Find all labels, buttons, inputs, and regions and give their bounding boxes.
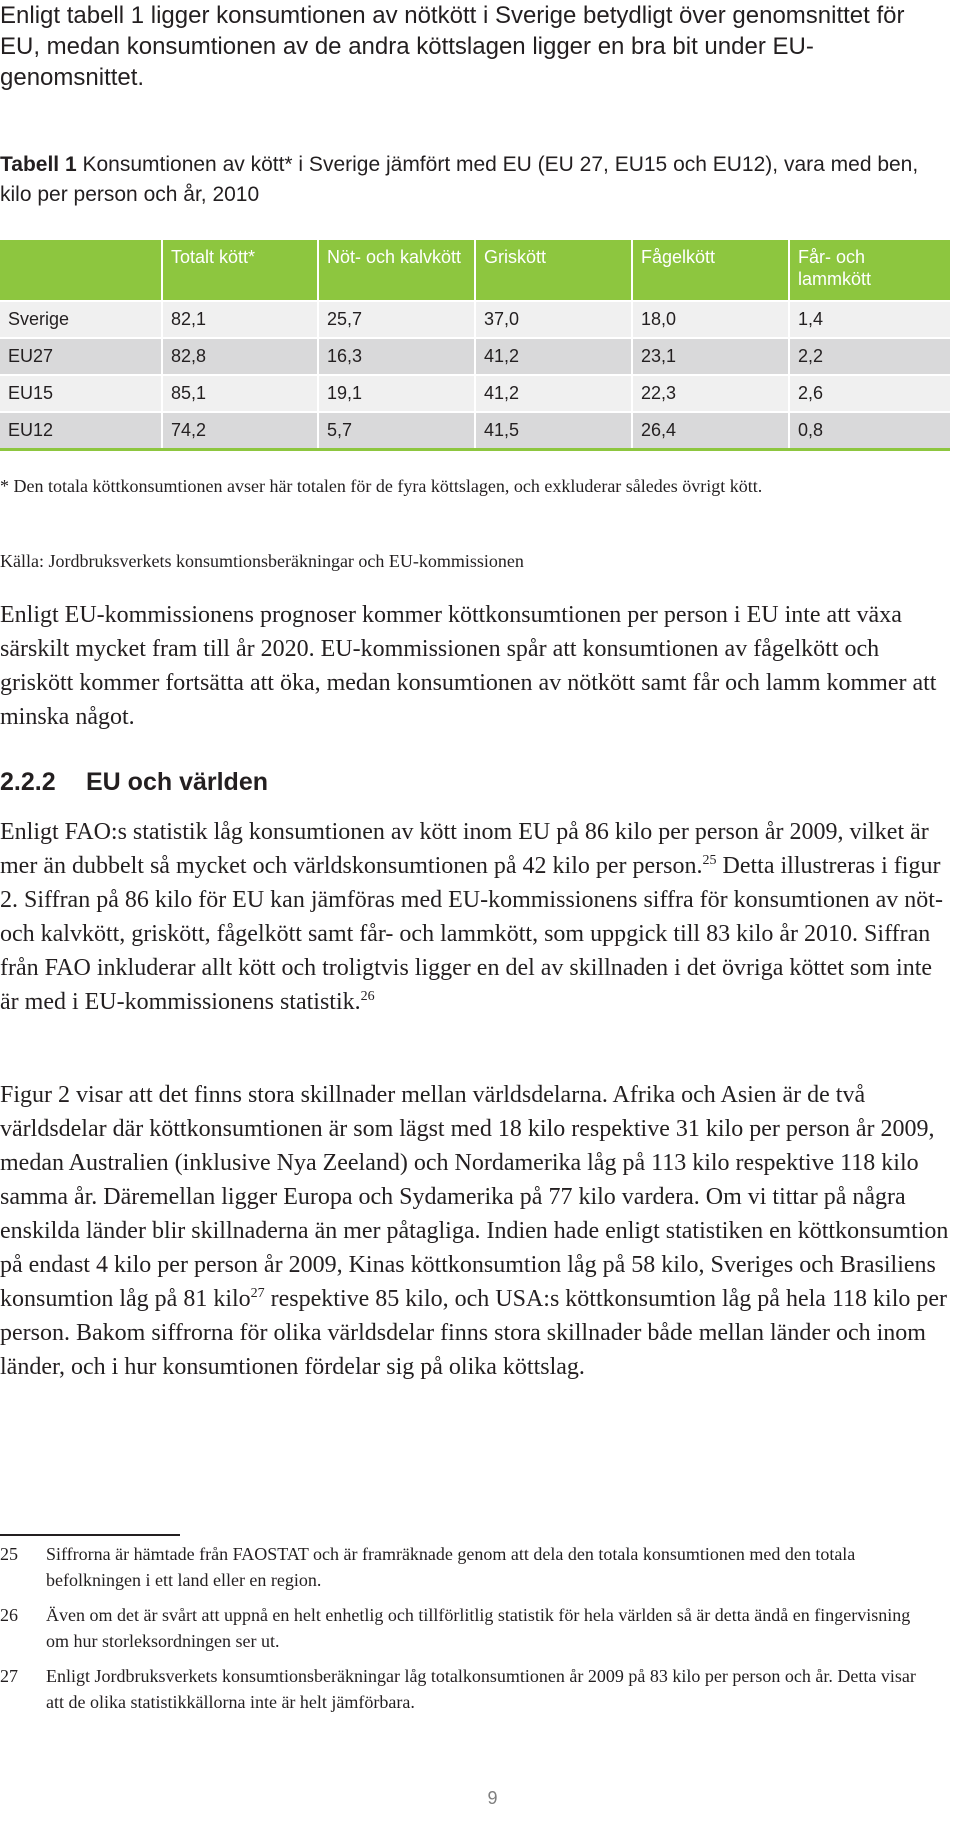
table-cell: 41,2 <box>475 338 632 375</box>
section-number: 2.2.2 <box>0 768 56 796</box>
footnote-reference[interactable]: 25 <box>702 853 717 868</box>
table-source: Källa: Jordbruksverkets konsumtionsberäkningar och EU-kommissionen <box>0 551 524 571</box>
body-paragraph: Enligt EU-kommissionens prognoser kommer köttkonsumtionen per person i EU inte att växa särskilt mycket fram till år 2020. EU-kommissionen spår att konsumtionen av fågelkött och griskött kommer fortsätta att öka, medan konsumtionen av nötkött samt får och lamm kommer att minska något. <box>0 602 937 730</box>
section-title: EU och världen <box>86 768 268 796</box>
table-cell: 82,1 <box>162 301 318 338</box>
table-caption-label: Tabell 1 <box>0 153 77 176</box>
footnote-reference[interactable]: 26 <box>360 989 375 1004</box>
table-caption <box>0 150 950 210</box>
table-cell: 22,3 <box>632 375 789 412</box>
table-cell-region: EU15 <box>0 375 162 412</box>
table-row <box>0 375 950 412</box>
footnote-text: Enligt Jordbruksverkets konsumtionsberäkningar låg totalkonsumtionen år 2009 på 83 kilo per person och år. Detta visar att de olika statistikkällorna inte är helt jämförbara. <box>46 1666 916 1712</box>
meat-consumption-table <box>0 240 950 451</box>
table-caption-text: Konsumtionen av kött* i Sverige jämfört med EU (EU 27, EU15 och EU12), vara med ben, kilo per person och år, 2010 <box>0 153 919 206</box>
table-header-cell: Får- och lammkött <box>789 240 950 301</box>
body-paragraph <box>0 1078 950 1384</box>
table-cell: 85,1 <box>162 375 318 412</box>
body-text: respektive 85 kilo, och USA:s köttkonsumtion låg på hela 118 kilo per person. Bakom siffrorna för olika världsdelar finns stora skillnader både mellan länder och inom länder, och i hur konsumtionen fördelar sig på olika köttslag. <box>0 1286 948 1380</box>
body-text: Enligt FAO:s statistik låg konsumtionen av kött inom EU på 86 kilo per person år 2009, vilket är mer än dubbelt så mycket och världskonsumtionen på 42 kilo per person. <box>0 819 929 879</box>
table-row <box>0 412 950 450</box>
footnote-text: Siffrorna är hämtade från FAOSTAT och är framräknade genom att dela den totala konsumtionen med den totala befolkningen i ett land eller en region. <box>46 1544 856 1590</box>
table-cell: 1,4 <box>789 301 950 338</box>
body-text: Figur 2 visar att det finns stora skillnader mellan världsdelarna. Afrika och Asien är de två världsdelar där köttkonsumtionen är som lägst med 18 kilo respektive 31 kilo per person år 2009, medan Australien (inklusive Nya Zeeland) och Nordamerika låg på 113 kilo respektive 118 kilo samma år. Däremellan ligger Europa och Sydamerika på 77 kilo vardera. Om vi tittar på några enskilda länder blir skillnaderna än mer påtagliga. Indien hade enligt statistiken en köttkonsumtion på endast 4 kilo per person år 2009, Kinas köttkonsumtion låg på 58 kilo, Sveriges och Brasiliens konsumtion låg på 81 kilo <box>0 1082 949 1312</box>
table-header-cell: Griskött <box>475 240 632 301</box>
table-cell-region: EU12 <box>0 412 162 450</box>
table-footnote: * Den totala köttkonsumtionen avser här totalen för de fyra köttslagen, och exkluderar således övrigt kött. <box>0 476 763 496</box>
footnote-reference[interactable]: 27 <box>250 1286 265 1301</box>
body-text: Detta illustreras i figur 2. Siffran på 86 kilo för EU kan jämföras med EU-kommissionens siffra för konsumtionen av nöt- och kalvkött, griskött, fågelkött samt får- och lammkött, som uppgick till 83 kilo år 2010. Siffran från FAO inkluderar allt kött och troligtvis ligger en del av skillnaden i det övriga köttet som inte är med i EU-kommissionens statistik. <box>0 853 943 1015</box>
table-header-cell: Fågelkött <box>632 240 789 301</box>
table-row <box>0 338 950 375</box>
table-row <box>0 301 950 338</box>
table-cell: 41,5 <box>475 412 632 450</box>
table-cell: 19,1 <box>318 375 475 412</box>
body-paragraph <box>0 815 950 1019</box>
table-cell: 2,6 <box>789 375 950 412</box>
footnote-number: 25 <box>0 1544 18 1564</box>
table-cell: 0,8 <box>789 412 950 450</box>
footnote-divider <box>0 1534 180 1536</box>
section-heading <box>0 766 268 798</box>
footnote-number: 27 <box>0 1666 18 1686</box>
table-header-cell: Nöt- och kalvkött <box>318 240 475 301</box>
table-header-cell: Totalt kött* <box>162 240 318 301</box>
table-cell: 82,8 <box>162 338 318 375</box>
table-cell: 41,2 <box>475 375 632 412</box>
table-header-cell <box>0 240 162 301</box>
footnote <box>0 1602 935 1654</box>
table-cell-region: EU27 <box>0 338 162 375</box>
table-cell: 25,7 <box>318 301 475 338</box>
footnote <box>0 1541 935 1593</box>
table-cell: 18,0 <box>632 301 789 338</box>
table-cell: 23,1 <box>632 338 789 375</box>
table-cell: 5,7 <box>318 412 475 450</box>
page-number: 9 <box>487 1788 498 1808</box>
table-cell-region: Sverige <box>0 301 162 338</box>
footnote-number: 26 <box>0 1605 18 1625</box>
table-cell: 26,4 <box>632 412 789 450</box>
table-cell: 37,0 <box>475 301 632 338</box>
footnote-text: Även om det är svårt att uppnå en helt enhetlig och tillförlitlig statistik för hela världen så är detta ändå en fingervisning om hur storleksordningen ser ut. <box>46 1605 911 1651</box>
table-cell: 74,2 <box>162 412 318 450</box>
table-header-row <box>0 240 950 301</box>
intro-paragraph: Enligt tabell 1 ligger konsumtionen av nötkött i Sverige betydligt över genomsnittet för EU, medan konsumtionen av de andra köttslagen ligger en bra bit under EU-genomsnittet. <box>0 2 905 91</box>
table-cell: 16,3 <box>318 338 475 375</box>
footnote <box>0 1663 935 1715</box>
table-cell: 2,2 <box>789 338 950 375</box>
